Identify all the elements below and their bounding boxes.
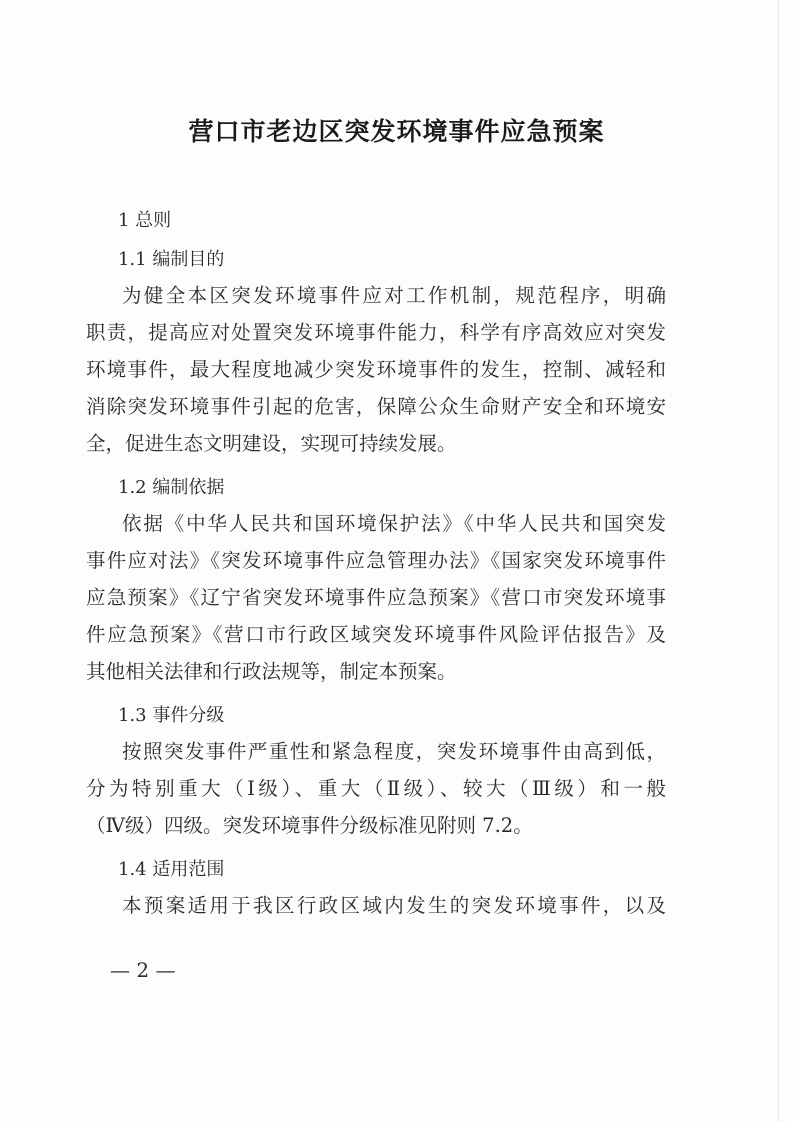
section-heading-scope: 1.4 适用范围 bbox=[118, 859, 225, 880]
paragraph-line: 应急预案》《辽宁省突发环境事件应急预案》《营口市突发环境事 bbox=[86, 586, 666, 609]
paragraph-line: 本预案适用于我区行政区域内发生的突发环境事件，以及 bbox=[122, 894, 666, 917]
paragraph-line: 分为特别重大（Ⅰ级）、重大（Ⅱ级）、较大（Ⅲ级）和一般 bbox=[86, 777, 666, 800]
paragraph-line: 职责，提高应对处置突发环境事件能力，科学有序高效应对突发 bbox=[86, 321, 666, 344]
paragraph-line: 依据《中华人民共和国环境保护法》《中华人民共和国突发 bbox=[122, 512, 666, 535]
paragraph-line: 其他相关法律和行政法规等，制定本预案。 bbox=[86, 660, 457, 683]
paragraph-line: 环境事件，最大程度地减少突发环境事件的发生，控制、减轻和 bbox=[86, 358, 666, 381]
page-title: 营口市老边区突发环境事件应急预案 bbox=[188, 117, 605, 146]
page-edge-divider bbox=[778, 0, 779, 1122]
page-number: — 2 — bbox=[110, 958, 176, 982]
paragraph-line: 件应急预案》《营口市行政区域突发环境事件风险评估报告》及 bbox=[86, 623, 666, 646]
paragraph-line: （Ⅳ级）四级。突发环境事件分级标准见附则 7.2。 bbox=[86, 814, 533, 837]
section-heading-basis: 1.2 编制依据 bbox=[118, 477, 225, 498]
section-heading-classification: 1.3 事件分级 bbox=[118, 705, 225, 726]
paragraph-line: 全，促进生态文明建设，实现可持续发展。 bbox=[86, 432, 457, 455]
section-heading-general: 1 总则 bbox=[118, 210, 172, 231]
paragraph-line: 事件应对法》《突发环境事件应急管理办法》《国家突发环境事件 bbox=[86, 549, 666, 572]
paragraph-line: 为健全本区突发环境事件应对工作机制，规范程序，明确 bbox=[122, 284, 666, 307]
paragraph-line: 按照突发事件严重性和紧急程度，突发环境事件由高到低， bbox=[122, 740, 666, 763]
paragraph-line: 消除突发环境事件引起的危害，保障公众生命财产安全和环境安 bbox=[86, 395, 666, 418]
section-heading-purpose: 1.1 编制目的 bbox=[118, 249, 225, 270]
